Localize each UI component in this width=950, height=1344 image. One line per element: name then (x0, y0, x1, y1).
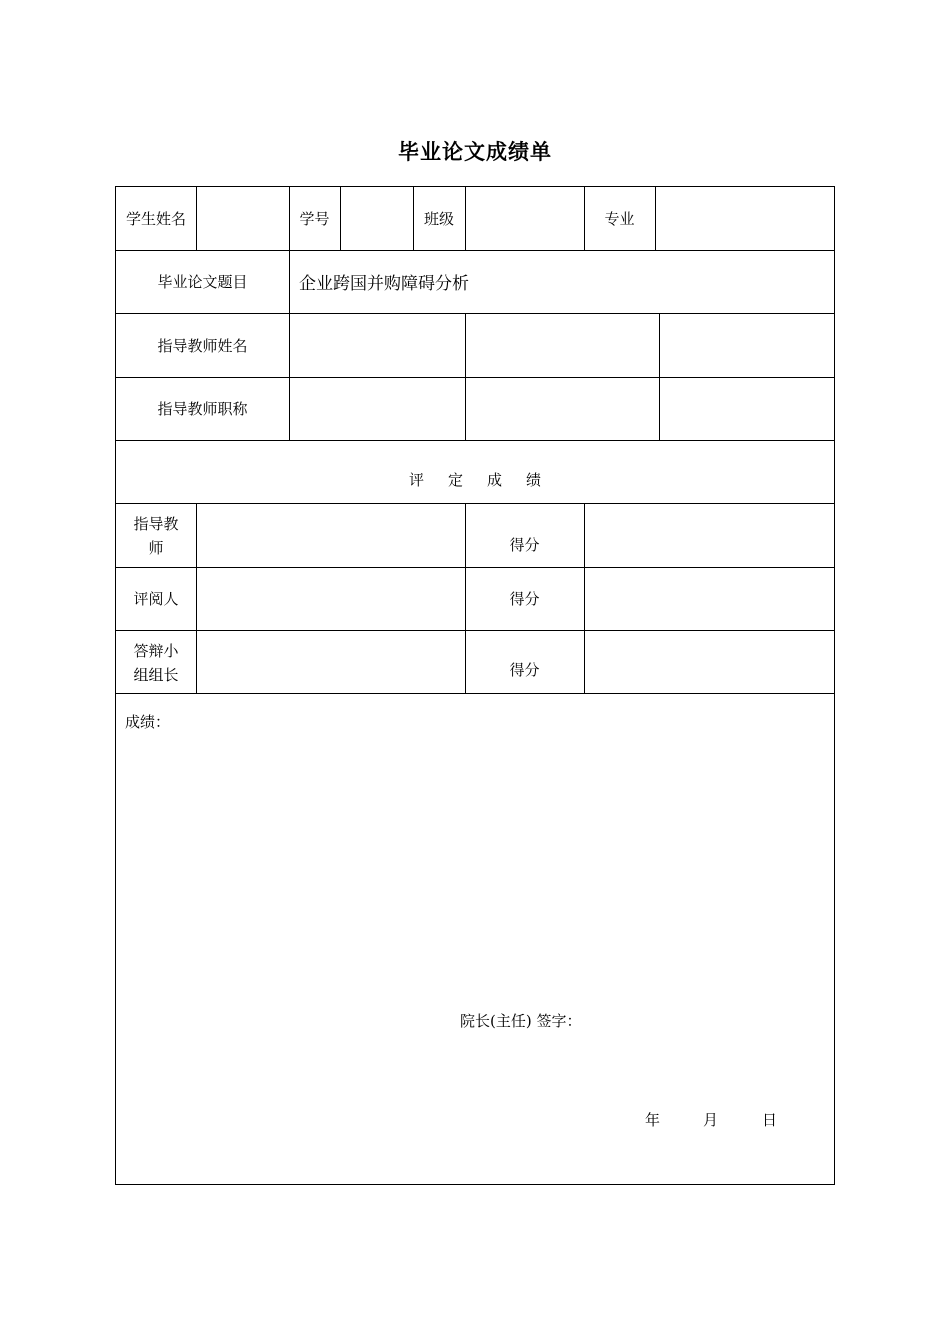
advisor-eval-label (116, 505, 196, 567)
student-id-field[interactable] (341, 187, 413, 250)
label-line: 组组长 (133, 665, 179, 684)
label-line: 师 (148, 539, 164, 557)
date-year: 年 (645, 1110, 661, 1129)
evaluation-heading-char: 绩 (526, 471, 542, 489)
advisor-name-field-1[interactable] (290, 313, 465, 377)
defense-score-field[interactable] (585, 630, 834, 693)
advisor-score-field[interactable] (585, 503, 834, 567)
thesis-title-label: 毕业论文题目 (157, 273, 248, 291)
advisor-name-label: 指导教师姓名 (157, 336, 248, 355)
date-day: 日 (762, 1110, 778, 1129)
defense-leader-label (116, 632, 196, 693)
student-name-label: 学生姓名 (125, 210, 186, 228)
evaluation-heading-char: 成 (487, 471, 503, 489)
advisor-title-field-3[interactable] (660, 377, 834, 440)
reviewer-score-label: 得分 (509, 590, 540, 608)
thesis-title-value: 企业跨国并购障碍分析 (299, 274, 469, 294)
major-field[interactable] (656, 187, 834, 250)
row-divider (116, 440, 834, 441)
evaluation-heading-char: 评 (408, 471, 424, 489)
label-line: 指导教 (133, 515, 179, 533)
class-field[interactable] (466, 187, 584, 250)
evaluation-heading (116, 448, 834, 511)
grade-label: 成绩： (125, 712, 171, 731)
major-label: 专业 (604, 210, 635, 228)
class-label: 班级 (423, 210, 454, 228)
advisor-title-field-1[interactable] (290, 377, 465, 440)
defense-eval-field[interactable] (197, 630, 465, 693)
label-line: 答辩小 (133, 641, 179, 660)
reviewer-score-field[interactable] (585, 567, 834, 630)
student-id-label: 学号 (299, 210, 330, 228)
advisor-title-label: 指导教师职称 (157, 400, 248, 418)
advisor-name-field-3[interactable] (660, 313, 834, 377)
page-title: 毕业论文成绩单 (398, 140, 552, 164)
grade-comment-area[interactable] (117, 740, 833, 1000)
col-divider (289, 250, 290, 313)
evaluation-heading-char: 定 (447, 471, 463, 489)
reviewer-eval-field[interactable] (197, 567, 465, 630)
advisor-name-field-2[interactable] (466, 313, 659, 377)
student-name-field[interactable] (197, 187, 289, 250)
reviewer-label: 评阅人 (133, 590, 179, 608)
defense-score-label: 得分 (509, 661, 540, 679)
advisor-score-label: 得分 (509, 535, 540, 554)
advisor-title-field-2[interactable] (466, 377, 659, 440)
date-month: 月 (703, 1110, 719, 1129)
dean-signature-label: 院长(主任) 签字： (460, 1011, 582, 1030)
advisor-eval-field[interactable] (197, 503, 465, 567)
